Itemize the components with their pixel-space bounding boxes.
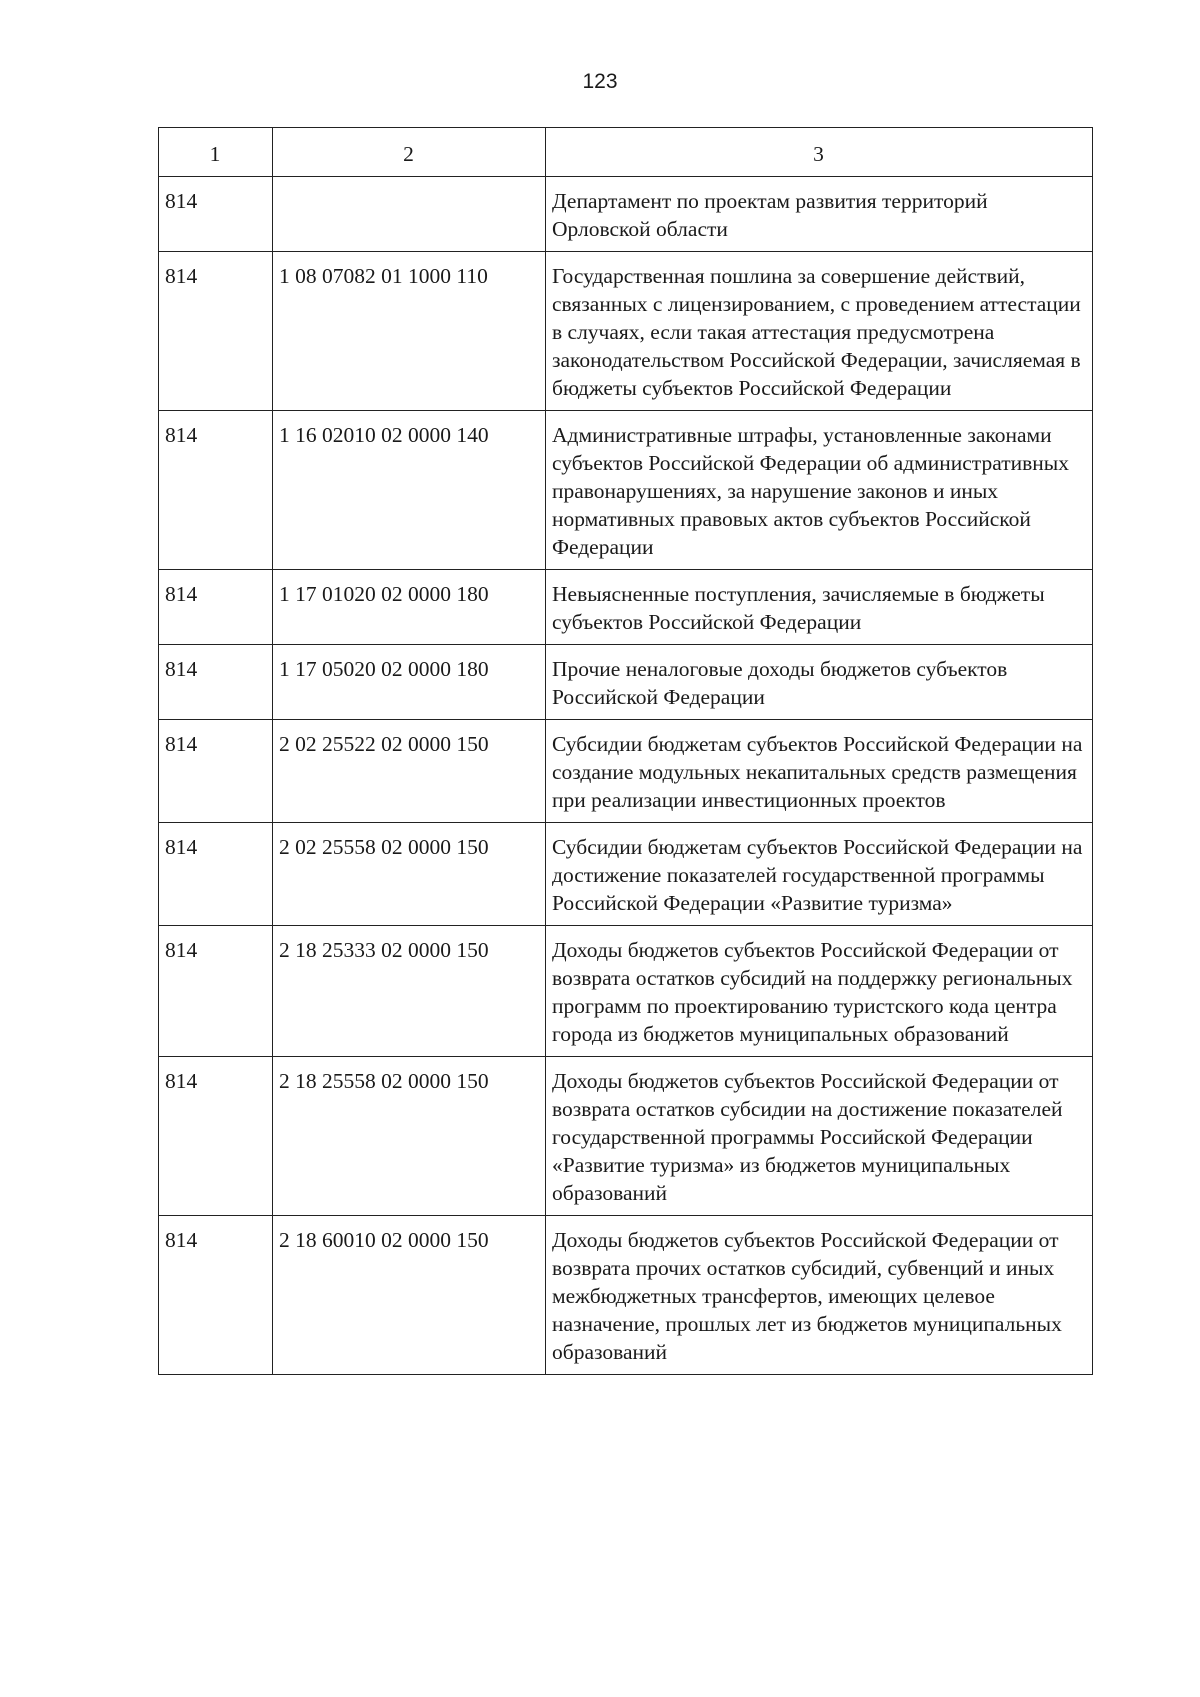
admin-code-cell: 814 [159,570,273,645]
description-cell: Доходы бюджетов субъектов Российской Федерации от возврата остатков субсидий на поддержку региональных программ по проектированию туристского кода центра города из бюджетов муниципальных образований [546,926,1093,1057]
budget-code-cell: 1 08 07082 01 1000 110 [273,252,546,411]
table-row [159,570,1093,645]
budget-revenue-table [158,127,1093,1375]
table-row [159,1216,1093,1375]
budget-code-cell [273,177,546,252]
budget-code-cell: 2 18 60010 02 0000 150 [273,1216,546,1375]
description-cell: Государственная пошлина за совершение действий, связанных с лицензированием, с проведением аттестации в случаях, если такая аттестация предусмотрена законодательством Российской Федерации, зачисляемая в бюджеты субъектов Российской Федерации [546,252,1093,411]
budget-code-cell: 2 02 25522 02 0000 150 [273,720,546,823]
table-row [159,926,1093,1057]
page-number: 123 [582,70,618,93]
column-header-1: 1 [159,128,273,177]
table-row [159,177,1093,252]
table-header-row [159,128,1093,177]
table-row [159,645,1093,720]
description-cell: Доходы бюджетов субъектов Российской Федерации от возврата прочих остатков субсидий, субвенций и иных межбюджетных трансфертов, имеющих целевое назначение, прошлых лет из бюджетов муниципальных образований [546,1216,1093,1375]
budget-code-cell: 2 18 25333 02 0000 150 [273,926,546,1057]
admin-code-cell: 814 [159,720,273,823]
description-cell: Доходы бюджетов субъектов Российской Федерации от возврата остатков субсидии на достижение показателей государственной программы Российской Федерации «Развитие туризма» из бюджетов муниципальных образований [546,1057,1093,1216]
table-row [159,411,1093,570]
table-row [159,823,1093,926]
table-row [159,252,1093,411]
description-cell: Департамент по проектам развития территорий Орловской области [546,177,1093,252]
admin-code-cell: 814 [159,1216,273,1375]
budget-code-cell: 1 16 02010 02 0000 140 [273,411,546,570]
budget-code-cell: 2 02 25558 02 0000 150 [273,823,546,926]
admin-code-cell: 814 [159,252,273,411]
admin-code-cell: 814 [159,411,273,570]
column-header-3: 3 [546,128,1093,177]
description-cell: Субсидии бюджетам субъектов Российской Федерации на создание модульных некапитальных средств размещения при реализации инвестиционных проектов [546,720,1093,823]
table-row [159,1057,1093,1216]
description-cell: Прочие неналоговые доходы бюджетов субъектов Российской Федерации [546,645,1093,720]
admin-code-cell: 814 [159,926,273,1057]
admin-code-cell: 814 [159,177,273,252]
budget-code-cell: 1 17 01020 02 0000 180 [273,570,546,645]
budget-code-cell: 2 18 25558 02 0000 150 [273,1057,546,1216]
admin-code-cell: 814 [159,823,273,926]
admin-code-cell: 814 [159,645,273,720]
description-cell: Административные штрафы, установленные законами субъектов Российской Федерации об административных правонарушениях, за нарушение законов и иных нормативных правовых актов субъектов Российской Федерации [546,411,1093,570]
column-header-2: 2 [273,128,546,177]
budget-code-cell: 1 17 05020 02 0000 180 [273,645,546,720]
table-row [159,720,1093,823]
admin-code-cell: 814 [159,1057,273,1216]
description-cell: Субсидии бюджетам субъектов Российской Федерации на достижение показателей государственной программы Российской Федерации «Развитие туризма» [546,823,1093,926]
description-cell: Невыясненные поступления, зачисляемые в бюджеты субъектов Российской Федерации [546,570,1093,645]
